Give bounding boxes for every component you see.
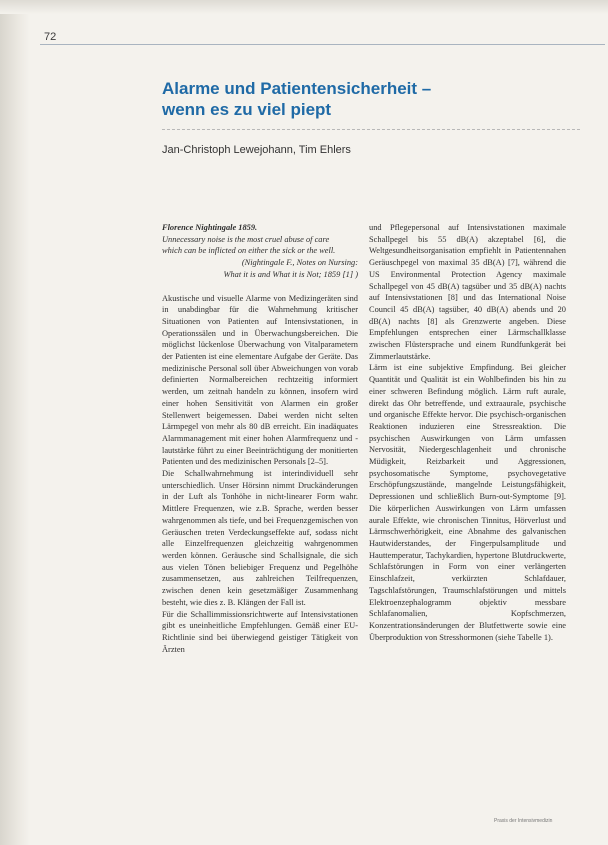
header-rule [40, 44, 605, 45]
epigraph-source-line-2: What it is and What it is Not; 1859 [1] ) [223, 269, 358, 279]
right-column [369, 222, 566, 643]
page-edge-shadow [0, 0, 30, 845]
epigraph-heading: Florence Nightingale 1859. [162, 223, 258, 232]
epigraph-source-line-1: (Nightingale F., Notes on Nursing: [241, 258, 358, 268]
left-column [162, 222, 358, 655]
body-paragraph: Für die Schallimmissionsrichtwerte auf Intensivstationen gibt es uneinheitliche Empfehlungen. Gemäß einer EU-Richtlinie sind bei überwiegend geistiger Tätigkeit von Ärzten [162, 609, 358, 654]
footer-citation: Praxis der Intensivmedizin [494, 818, 553, 824]
body-paragraph: und Pflegepersonal auf Intensivstationen maximale Schallpegel bis 55 dB(A) akzeptabel [6], die Weltgesundheitsorganisation empfiehlt in Patientennahen Geräuschpegel von maximal 35 dB(A) [7], während die US Environmental Protection Agency maximale Schallpegel von 45 dB(A) tagsüber und 35 dB(A) nachts auf Intensivstationen [8] und das International Noise Council 45 dB(A) tagsüber, 40 dB(A) abends und 20 dB(A) nachts [8] als Grenzwerte angeben. Diese Empfehlungen entsprechen einer Lärmschallklasse zwischen Flüstersprache und einem Rundfunkgerät bei Zimmerlautstärke. [369, 223, 566, 361]
article-title-line-1: Alarme und Patientensicherheit – [162, 79, 432, 98]
author-line: Jan-Christoph Lewejohann, Tim Ehlers [162, 144, 351, 156]
epigraph [162, 222, 358, 281]
body-paragraph: Lärm ist eine subjektive Empfindung. Bei gleicher Quantität und Qualität ist ein Wohlbefinden bis hin zu einer schweren Befindung möglich. Lärm ruft aurale, direkt das Ohr betreffende, und extraaurale, psychische und organische Effekte hervor. Die psychisch-organischen Reaktionen induzieren eine Stressreaktion. Die psychischen Auswirkungen von Lärm umfassen Nervosität, Niedergeschlagenheit und chronische Müdigkeit, Reizbarkeit und Aggressionen, psychosomatische Symptome, psychovegetative Erschöpfungszustände, mangelnde Leistungsfähigkeit, Depressionen und schließlich Burn-out-Symptome [9]. Die körperlichen Auswirkungen von Lärm umfassen aurale Effekte, wie chronischen Tinnitus, Hörverlust und Lärmschwerhörigkeit, eine Abnahme des galvanischen Hautwiderstandes, der Fingerpulsamplitude und Hauttemperatur, Tachykardien, hypertone Blutdruckwerte, Schlafstörungen in Form von einer verlängerten Einschlafzeit, verkürzten Schlafdauer, Tagschlafstörungen, Traumschlafstörungen und mittels Elektroenzephalogramm objektiv messbare Schlafanomalien, Kopfschmerzen, Konzentrationsänderungen der Blutfettwerte sowie eine Überproduktion von Stresshormonen (siehe Tabelle 1). [369, 363, 566, 642]
page-number: 72 [44, 31, 57, 43]
page-top-shadow [0, 0, 608, 14]
body-paragraph: Akustische und visuelle Alarme von Medizingeräten sind in unabdingbar für die Wahrnehmung kritischer Situationen von Patienten auf Intensivstationen, in Operationssälen und in Überwachungsbereichen. Die möglichst lückenlose Überwachung von Vitalparametern der Patienten ist eine elementare Aufgabe der Geräte. Das medizinische Personal soll über Abweichungen von vorab definierten Normalbereichen rechtzeitig informiert werden, um zeitnah handeln zu können, insofern wird einer hohen Sensitivität von Alarmen ein großer Stellenwert beigemessen. Dabei werden nicht selten Lärmpegel von mehr als 80 dB erreicht. Ein inadäquates Alarmmanagement mit einer hohen Alarmfrequenz und -lautstärke führt zu einer Beeinträchtigung der monitierten Patienten und des medizinischen Personals [2–5]. [162, 293, 358, 467]
article-title [162, 78, 592, 120]
article-title-line-2: wenn es zu viel piept [162, 100, 332, 119]
epigraph-quote-line-2: which can be inflicted on either the sick or the well. [162, 246, 336, 256]
body-paragraph: Die Schallwahrnehmung ist interindividuell sehr unterschiedlich. Unser Hörsinn nimmt Druckänderungen in der Luft als Tonhöhe in nicht-linearer Form wahr. Mittlere Frequenzen, wie z.B. Sprache, werden besser wahrgenommen als tiefe, und bei Frequenzgemischen von Geräuschen treten Verdeckungseffekte auf, sodass nicht alle Einzelfrequenzen gleichzeitig wahrgenommen werden können. Geräusche sind Schallsignale, die sich aus vielen Tönen beliebiger Frequenz und Pegelhöhe zusammensetzen, aus zahlreichen Teilfrequenzen, zwischen denen kein gesetzmäßiger Zusammenhang besteht, wie dies z. B. Klängen der Fall ist. [162, 469, 358, 607]
title-divider [162, 129, 580, 130]
epigraph-quote-line-1: Unnecessary noise is the most cruel abuse of care [162, 234, 330, 244]
